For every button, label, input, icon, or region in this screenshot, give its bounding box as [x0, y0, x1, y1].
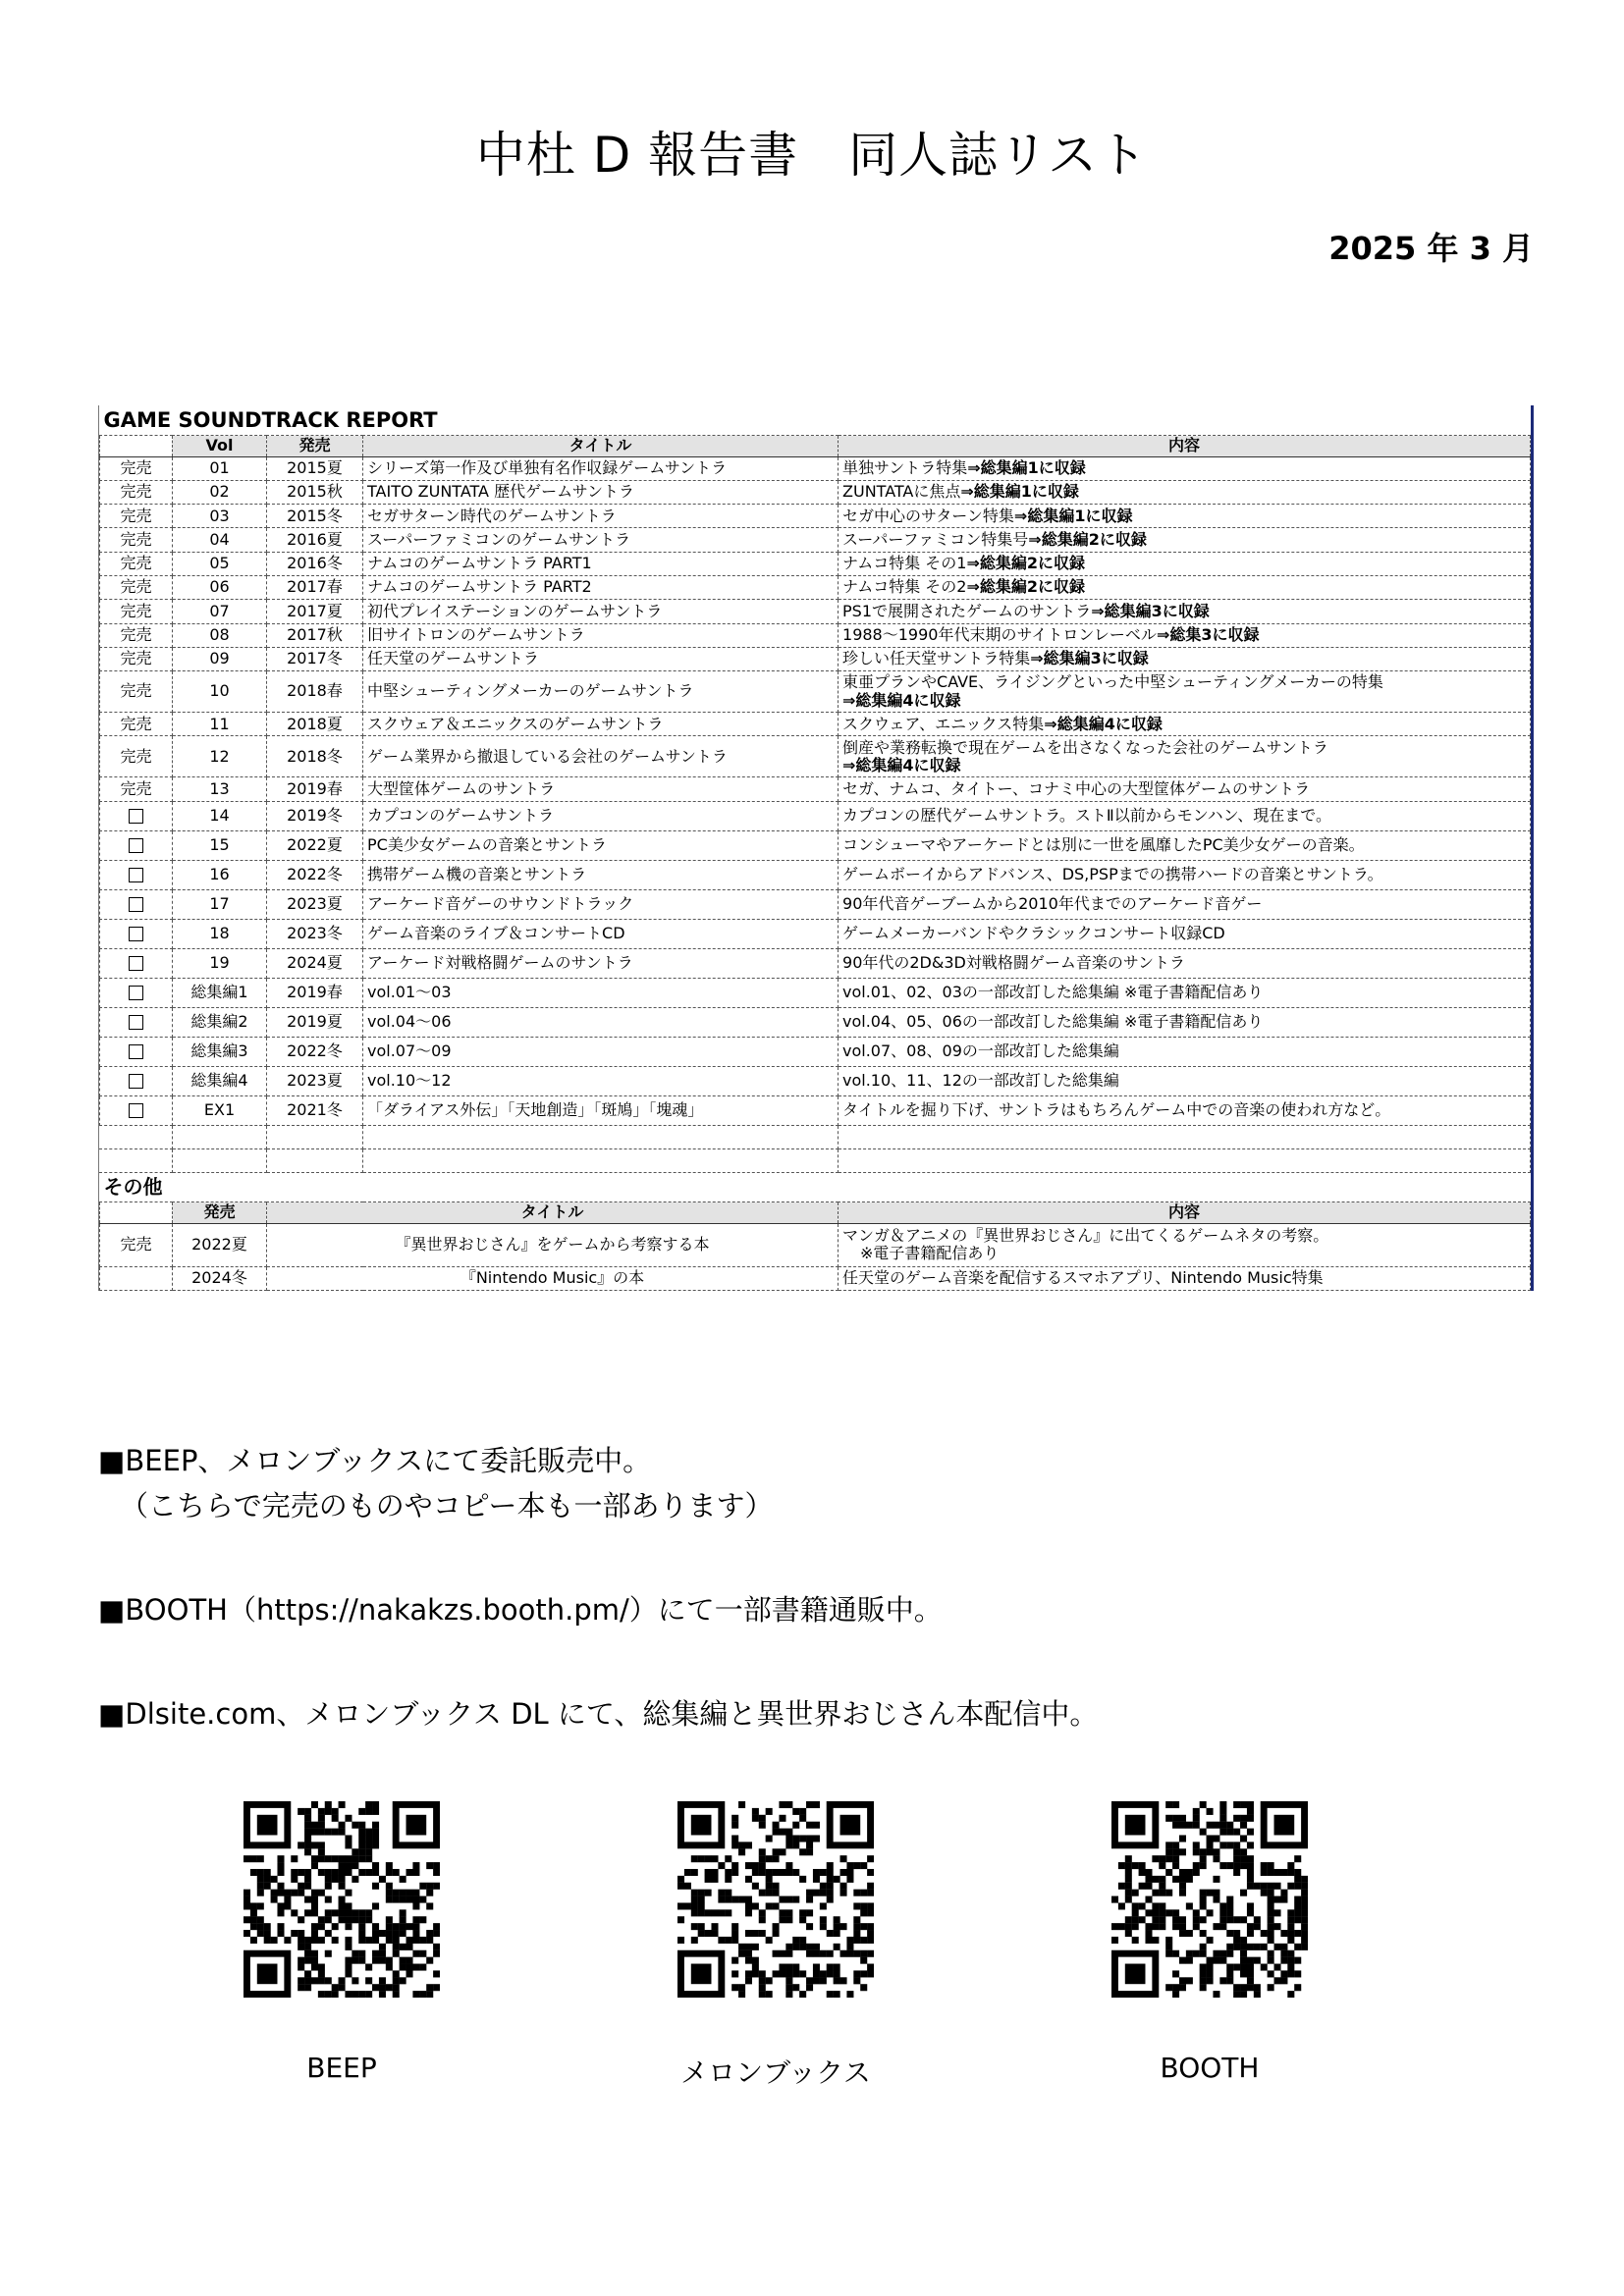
title-cell: 旧サイトロンのゲームサントラ — [363, 623, 839, 647]
title-cell: 『異世界おじさん』をゲームから考察する本 — [267, 1223, 839, 1266]
content-cell — [839, 1037, 1531, 1066]
content-cell — [839, 480, 1531, 504]
other-section-label: その他 — [100, 1172, 1531, 1201]
content-cell — [839, 456, 1531, 480]
table-header — [100, 435, 1531, 456]
checkbox-icon[interactable] — [129, 809, 143, 824]
other-table-header — [100, 1201, 1531, 1223]
release-cell: 2016夏 — [267, 528, 363, 552]
content-line: 1988～1990年代末期のサイトロンレーベル⇒総集3に収録 — [842, 625, 1260, 645]
title-cell: アーケード対戦格闘ゲームのサントラ — [363, 948, 839, 978]
checkbox-icon[interactable] — [129, 1103, 143, 1118]
qr-code-icon — [677, 1801, 874, 1998]
content-cell — [839, 528, 1531, 552]
note-sales: ■BEEP、メロンブックスにて委託販売中。 — [98, 1444, 652, 1477]
vol-cell: 15 — [173, 830, 267, 860]
status-sold-out: 完売 — [100, 528, 173, 552]
release-cell: 2019春 — [267, 978, 363, 1007]
content-line: 東亜プランやCAVE、ライジングといった中堅シューティングメーカーの特集 — [842, 672, 1383, 692]
content-cell — [839, 600, 1531, 623]
content-line: 倒産や業務転換で現在ゲームを出さなくなった会社のゲームサントラ — [842, 737, 1328, 757]
checkbox-icon[interactable] — [129, 1074, 143, 1089]
status-sold-out: 完売 — [100, 671, 173, 713]
status-checkbox[interactable] — [100, 801, 173, 830]
table-row — [100, 528, 1531, 552]
title-cell: 携帯ゲーム機の音楽とサントラ — [363, 860, 839, 889]
content-cell — [839, 978, 1531, 1007]
release-cell: 2015夏 — [267, 456, 363, 480]
content-line: 珍しい任天堂サントラ特集⇒総集編3に収録 — [842, 649, 1149, 668]
col-content: 内容 — [839, 1201, 1531, 1223]
table-row — [100, 456, 1531, 480]
vol-cell: 10 — [173, 671, 267, 713]
title-cell: PC美少女ゲームの音楽とサントラ — [363, 830, 839, 860]
table-row — [100, 1266, 1531, 1290]
release-cell: 2022夏 — [267, 830, 363, 860]
content-cell — [839, 671, 1531, 713]
content-line: vol.10、11、12の一部改訂した総集編 — [842, 1071, 1119, 1091]
empty-row — [100, 1148, 1531, 1172]
content-line: セガ、ナムコ、タイトー、コナミ中心の大型筐体ゲームのサントラ — [842, 778, 1311, 798]
col-release: 発売 — [173, 1201, 267, 1223]
status-checkbox[interactable] — [100, 1007, 173, 1037]
title-cell: 任天堂のゲームサントラ — [363, 647, 839, 670]
content-cell — [839, 505, 1531, 528]
vol-cell: 07 — [173, 600, 267, 623]
release-cell: 2024冬 — [173, 1266, 267, 1290]
status-checkbox[interactable] — [100, 1066, 173, 1095]
table-row — [100, 1007, 1531, 1037]
title-cell: ゲーム音楽のライブ＆コンサートCD — [363, 919, 839, 948]
title-cell: ナムコのゲームサントラ PART1 — [363, 552, 839, 575]
vol-cell: EX1 — [173, 1095, 267, 1125]
vol-cell: 14 — [173, 801, 267, 830]
content-line: カプコンの歴代ゲームサントラ。ストⅡ以前からモンハン、現在まで。 — [842, 806, 1331, 826]
vol-cell: 02 — [173, 480, 267, 504]
checkbox-icon[interactable] — [129, 897, 143, 912]
content-line: ⇒総集編4に収録 — [842, 755, 961, 774]
table-row — [100, 777, 1531, 801]
table-row — [100, 600, 1531, 623]
status-checkbox[interactable] — [100, 830, 173, 860]
content-cell — [839, 777, 1531, 801]
status-sold-out: 完売 — [100, 713, 173, 736]
table-row — [100, 1066, 1531, 1095]
vol-cell: 11 — [173, 713, 267, 736]
status-sold-out: 完売 — [100, 736, 173, 777]
checkbox-icon[interactable] — [129, 927, 143, 941]
date-label: 2025 年 3 月 — [1328, 230, 1534, 267]
content-cell — [839, 919, 1531, 948]
title-cell: アーケード音ゲーのサウンドトラック — [363, 889, 839, 919]
title-cell: TAITO ZUNTATA 歴代ゲームサントラ — [363, 480, 839, 504]
content-cell — [839, 552, 1531, 575]
release-cell: 2019冬 — [267, 801, 363, 830]
vol-cell: 06 — [173, 575, 267, 599]
vol-cell: 総集編2 — [173, 1007, 267, 1037]
content-line: ゲームボーイからアドバンス、DS,PSPまでの携帯ハードの音楽とサントラ。 — [842, 865, 1383, 884]
release-cell: 2023夏 — [267, 1066, 363, 1095]
table-row — [100, 647, 1531, 670]
content-cell — [839, 623, 1531, 647]
title-cell: 『Nintendo Music』の本 — [267, 1266, 839, 1290]
vol-cell: 04 — [173, 528, 267, 552]
content-line: スーパーファミコン特集号⇒総集編2に収録 — [842, 529, 1147, 549]
title-cell: セガサターン時代のゲームサントラ — [363, 505, 839, 528]
content-line: ナムコ特集 その1⇒総集編2に収録 — [842, 554, 1086, 573]
title-cell: スクウェア＆エニックスのゲームサントラ — [363, 713, 839, 736]
note-sales-sub: （こちらで完売のものやコピー本も一部あります） — [120, 1489, 774, 1522]
table-row — [100, 1037, 1531, 1066]
title-cell: シリーズ第一作及び単独有名作収録ゲームサントラ — [363, 456, 839, 480]
content-cell — [839, 948, 1531, 978]
status-sold-out: 完売 — [100, 647, 173, 670]
vol-cell: 総集編3 — [173, 1037, 267, 1066]
release-cell: 2018春 — [267, 671, 363, 713]
release-cell: 2015冬 — [267, 505, 363, 528]
table-row — [100, 919, 1531, 948]
release-cell: 2022冬 — [267, 860, 363, 889]
checkbox-icon[interactable] — [129, 838, 143, 853]
title-cell: vol.07～09 — [363, 1037, 839, 1066]
title-cell: ゲーム業界から撤退している会社のゲームサントラ — [363, 736, 839, 777]
title-cell: 初代プレイステーションのゲームサントラ — [363, 600, 839, 623]
content-line: 単独サントラ特集⇒総集編1に収録 — [842, 457, 1086, 477]
table-row — [100, 860, 1531, 889]
table-row — [100, 575, 1531, 599]
col-vol: Vol — [173, 435, 267, 456]
table-row — [100, 623, 1531, 647]
release-cell: 2022冬 — [267, 1037, 363, 1066]
empty-row — [100, 1125, 1531, 1148]
report-title-row — [100, 405, 1531, 435]
doujinshi-table — [98, 405, 1534, 1291]
status-sold-out: 完売 — [100, 777, 173, 801]
table-row — [100, 552, 1531, 575]
table-row — [100, 948, 1531, 978]
content-cell — [839, 647, 1531, 670]
checkbox-icon[interactable] — [129, 868, 143, 882]
table-row — [100, 978, 1531, 1007]
release-cell: 2018夏 — [267, 713, 363, 736]
status-sold-out: 完売 — [100, 623, 173, 647]
status-sold-out: 完売 — [100, 1223, 173, 1266]
content-cell — [839, 830, 1531, 860]
table-row — [100, 736, 1531, 777]
content-line: vol.04、05、06の一部改訂した総集編 ※電子書籍配信あり — [842, 1012, 1264, 1032]
title-cell: 大型筐体ゲームのサントラ — [363, 777, 839, 801]
qr-label-beep: BEEP — [306, 2052, 377, 2084]
status-sold-out: 完売 — [100, 600, 173, 623]
qr-booth[interactable] — [1111, 1801, 1308, 2084]
release-cell: 2018冬 — [267, 736, 363, 777]
content-line: vol.07、08、09の一部改訂した総集編 — [842, 1041, 1119, 1061]
vol-cell: 19 — [173, 948, 267, 978]
vol-cell: 03 — [173, 505, 267, 528]
checkbox-icon[interactable] — [129, 1015, 143, 1030]
release-cell: 2024夏 — [267, 948, 363, 978]
vol-cell: 08 — [173, 623, 267, 647]
qr-label-booth: BOOTH — [1160, 2052, 1260, 2084]
table-row — [100, 801, 1531, 830]
content-cell — [839, 860, 1531, 889]
status-sold-out: 完売 — [100, 575, 173, 599]
content-cell — [839, 1007, 1531, 1037]
status-checkbox[interactable] — [100, 919, 173, 948]
release-cell: 2016冬 — [267, 552, 363, 575]
content-line: マンガ＆アニメの『異世界おじさん』に出てくるゲームネタの考察。 — [842, 1225, 1329, 1245]
title-cell: カプコンのゲームサントラ — [363, 801, 839, 830]
report-title: GAME SOUNDTRACK REPORT — [100, 405, 839, 435]
content-line: セガ中心のサターン特集⇒総集編1に収録 — [842, 506, 1133, 525]
title-cell: vol.04～06 — [363, 1007, 839, 1037]
blank-header — [100, 1201, 173, 1223]
vol-cell: 12 — [173, 736, 267, 777]
content-line: タイトルを掘り下げ、サントラはもちろんゲーム中での音楽の使われ方など。 — [842, 1100, 1391, 1120]
content-line: ナムコ特集 その2⇒総集編2に収録 — [842, 577, 1086, 597]
content-cell — [839, 1223, 1531, 1266]
content-line: スクウェア、エニックス特集⇒総集編4に収録 — [842, 714, 1163, 733]
release-cell: 2015秋 — [267, 480, 363, 504]
release-cell: 2017冬 — [267, 647, 363, 670]
col-content: 内容 — [839, 435, 1531, 456]
note-booth: ■BOOTH（https://nakakzs.booth.pm/）にて一部書籍通販中。 — [98, 1593, 943, 1627]
content-cell — [839, 1066, 1531, 1095]
title-cell: 中堅シューティングメーカーのゲームサントラ — [363, 671, 839, 713]
status-sold-out: 完売 — [100, 480, 173, 504]
title-cell: 「ダライアス外伝」「天地創造」「斑鳩」「塊魂」 — [363, 1095, 839, 1125]
release-cell: 2023冬 — [267, 919, 363, 948]
status-checkbox[interactable] — [100, 948, 173, 978]
col-title: タイトル — [363, 435, 839, 456]
note-dlsite: ■Dlsite.com、メロンブックス DL にて、総集編と異世界おじさん本配信中。 — [98, 1697, 1099, 1731]
table-row — [100, 1095, 1531, 1125]
content-line: vol.01、02、03の一部改訂した総集編 ※電子書籍配信あり — [842, 983, 1264, 1002]
content-line: PS1で展開されたゲームのサントラ⇒総集編3に収録 — [842, 601, 1210, 620]
title-cell: vol.01～03 — [363, 978, 839, 1007]
col-title: タイトル — [267, 1201, 839, 1223]
release-cell: 2022夏 — [173, 1223, 267, 1266]
content-line: 90年代音ゲーブームから2010年代までのアーケード音ゲー — [842, 894, 1263, 914]
release-cell: 2019夏 — [267, 1007, 363, 1037]
title-cell: スーパーファミコンのゲームサントラ — [363, 528, 839, 552]
content-line: ※電子書籍配信あり — [860, 1244, 1000, 1263]
vol-cell: 01 — [173, 456, 267, 480]
release-cell: 2017春 — [267, 575, 363, 599]
table-row — [100, 480, 1531, 504]
checkbox-icon[interactable] — [129, 986, 143, 1000]
col-release: 発売 — [267, 435, 363, 456]
vol-cell: 17 — [173, 889, 267, 919]
vol-cell: 総集編1 — [173, 978, 267, 1007]
status-checkbox[interactable] — [100, 1095, 173, 1125]
vol-cell: 16 — [173, 860, 267, 889]
content-cell — [839, 801, 1531, 830]
page-title: 中杜 D 報告書 同人誌リスト — [475, 127, 1149, 184]
content-line: 任天堂のゲーム音楽を配信するスマホアプリ、Nintendo Music特集 — [842, 1268, 1324, 1288]
qr-code-icon — [244, 1801, 440, 1998]
content-line: ZUNTATAに焦点⇒総集編1に収録 — [842, 482, 1079, 502]
table-row — [100, 713, 1531, 736]
content-cell — [839, 1095, 1531, 1125]
notes — [98, 1438, 1098, 1736]
table-row — [100, 505, 1531, 528]
vol-cell: 18 — [173, 919, 267, 948]
release-cell: 2019春 — [267, 777, 363, 801]
title-cell: vol.10～12 — [363, 1066, 839, 1095]
release-cell: 2023夏 — [267, 889, 363, 919]
release-cell: 2017秋 — [267, 623, 363, 647]
table-row — [100, 830, 1531, 860]
content-line: 90年代の2D&3D対戦格闘ゲーム音楽のサントラ — [842, 953, 1186, 973]
qr-code-icon — [1111, 1801, 1308, 1998]
status-sold-out: 完売 — [100, 552, 173, 575]
vol-cell: 05 — [173, 552, 267, 575]
vol-cell: 13 — [173, 777, 267, 801]
content-line: ⇒総集編4に収録 — [842, 690, 961, 710]
content-cell — [839, 575, 1531, 599]
content-cell — [839, 736, 1531, 777]
title-cell: ナムコのゲームサントラ PART2 — [363, 575, 839, 599]
checkbox-icon[interactable] — [129, 956, 143, 971]
content-line: コンシューマやアーケードとは別に一世を風靡したPC美少女ゲーの音楽。 — [842, 835, 1365, 855]
release-cell: 2017夏 — [267, 600, 363, 623]
table-row — [100, 889, 1531, 919]
release-cell: 2021冬 — [267, 1095, 363, 1125]
checkbox-icon[interactable] — [129, 1044, 143, 1059]
status-empty — [100, 1266, 173, 1290]
vol-cell: 総集編4 — [173, 1066, 267, 1095]
status-checkbox[interactable] — [100, 860, 173, 889]
content-line: ゲームメーカーバンドやクラシックコンサート収録CD — [842, 924, 1225, 943]
qr-beep[interactable] — [244, 1801, 440, 2084]
content-cell — [839, 1266, 1531, 1290]
content-cell — [839, 713, 1531, 736]
qr-label-melonbooks: メロンブックス — [680, 2056, 871, 2089]
vol-cell: 09 — [173, 647, 267, 670]
status-sold-out: 完売 — [100, 456, 173, 480]
status-checkbox[interactable] — [100, 978, 173, 1007]
other-section-row — [100, 1172, 1531, 1201]
status-sold-out: 完売 — [100, 505, 173, 528]
qr-melonbooks[interactable] — [677, 1801, 874, 2091]
status-checkbox[interactable] — [100, 889, 173, 919]
status-checkbox[interactable] — [100, 1037, 173, 1066]
content-cell — [839, 889, 1531, 919]
table-row — [100, 671, 1531, 713]
table-row — [100, 1223, 1531, 1266]
